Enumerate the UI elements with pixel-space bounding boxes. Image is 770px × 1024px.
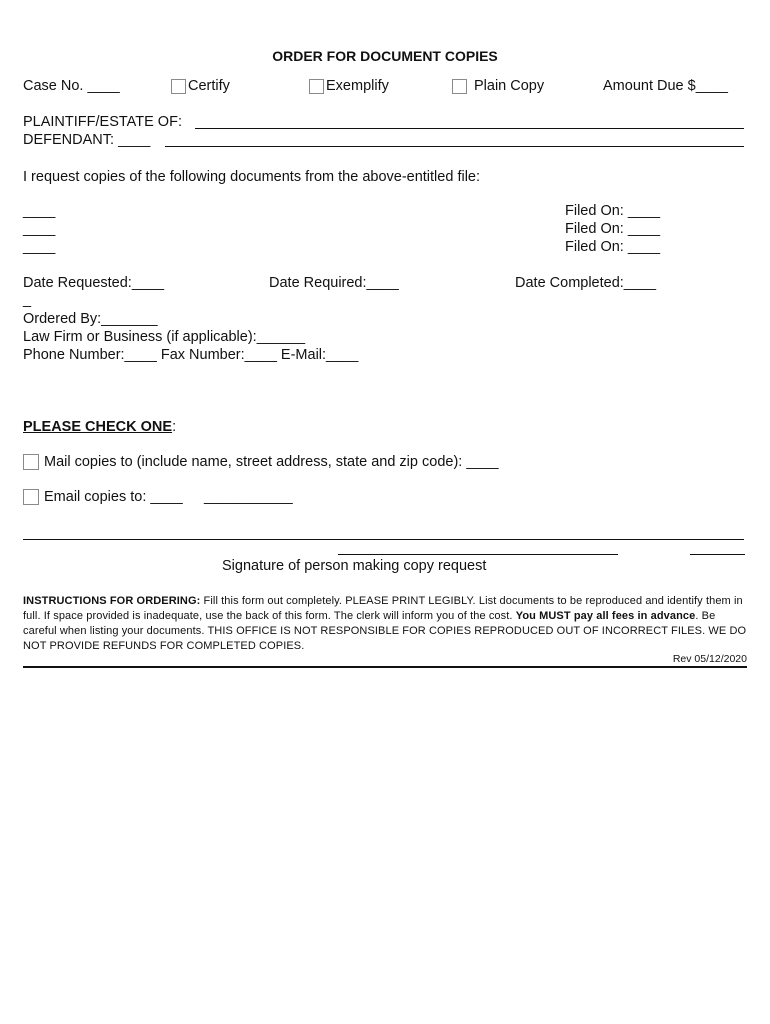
separator-line <box>23 539 744 540</box>
document-3-field[interactable]: ____ <box>23 239 56 255</box>
mail-copies-checkbox[interactable] <box>23 454 39 470</box>
plaintiff-label: PLAINTIFF/ESTATE OF: <box>23 114 182 130</box>
plain-copy-label: Plain Copy <box>474 78 545 94</box>
certify-label: Certify <box>188 78 230 94</box>
instructions-label: INSTRUCTIONS FOR ORDERING: <box>23 595 201 607</box>
request-instruction: I request copies of the following documents from the above-entitled file: <box>23 169 481 185</box>
ordered-by-field[interactable]: Ordered By:_______ <box>23 311 158 327</box>
check-one-heading-text: PLEASE CHECK ONE <box>23 419 173 435</box>
date-overflow-mark: _ <box>23 292 32 308</box>
bottom-rule <box>23 666 747 668</box>
mail-copies-label: Mail copies to (include name, street address, state and zip code): ____ <box>44 454 499 470</box>
document-2-field[interactable]: ____ <box>23 221 56 237</box>
check-one-colon: : <box>172 419 177 435</box>
exemplify-checkbox[interactable] <box>309 79 324 94</box>
defendant-label: DEFENDANT: ____ <box>23 132 151 148</box>
exemplify-label: Exemplify <box>326 78 389 94</box>
document-3-filed-on[interactable]: Filed On: ____ <box>565 239 661 255</box>
email-copies-checkbox[interactable] <box>23 489 39 505</box>
defendant-input-line[interactable] <box>165 146 744 147</box>
email-address-blank[interactable]: ___________ <box>204 489 293 505</box>
document-1-filed-on[interactable]: Filed On: ____ <box>565 203 661 219</box>
plaintiff-input-line[interactable] <box>195 128 744 129</box>
date-required-field[interactable]: Date Required:____ <box>269 275 399 291</box>
instructions-text-1: Fill this form out completely. PLEASE PRINT LEGIBLY. List documents to be reproduced and identify them in full. If space provided is inadequate, use the back of this form. The clerk will inform you of the cost. <box>23 595 743 622</box>
signature-label: Signature of person making copy request <box>222 558 487 574</box>
signature-date-line[interactable] <box>690 554 745 555</box>
date-completed-field[interactable]: Date Completed:____ <box>515 275 657 291</box>
ordering-instructions <box>23 594 747 654</box>
case-number-field[interactable]: Case No. ____ <box>23 78 120 94</box>
check-one-heading <box>23 419 176 435</box>
signature-line[interactable] <box>338 554 618 555</box>
revision-date: Rev 05/12/2020 <box>672 653 747 665</box>
plain-copy-checkbox[interactable] <box>452 79 467 94</box>
law-firm-field[interactable]: Law Firm or Business (if applicable):______ <box>23 329 306 345</box>
certify-checkbox[interactable] <box>171 79 186 94</box>
page-title: ORDER FOR DOCUMENT COPIES <box>272 48 498 64</box>
document-2-filed-on[interactable]: Filed On: ____ <box>565 221 661 237</box>
email-copies-label: Email copies to: ____ <box>44 489 183 505</box>
phone-fax-email-fields[interactable]: Phone Number:____ Fax Number:____ E-Mail:____ <box>23 347 359 363</box>
date-requested-field[interactable]: Date Requested:____ <box>23 275 165 291</box>
document-1-field[interactable]: ____ <box>23 203 56 219</box>
instructions-fees-warning: You MUST pay all fees in advance <box>515 610 696 622</box>
amount-due-field[interactable]: Amount Due $____ <box>603 78 728 94</box>
instructions-text-2: . Be careful when listing your documents. THIS OFFICE IS NOT RESPONSIBLE FOR COPIES REPRODUCED OUT OF INCORRECT FILES. WE DO NOT PROVIDE REFUNDS FOR COMPLETED COPIES. <box>23 610 747 652</box>
